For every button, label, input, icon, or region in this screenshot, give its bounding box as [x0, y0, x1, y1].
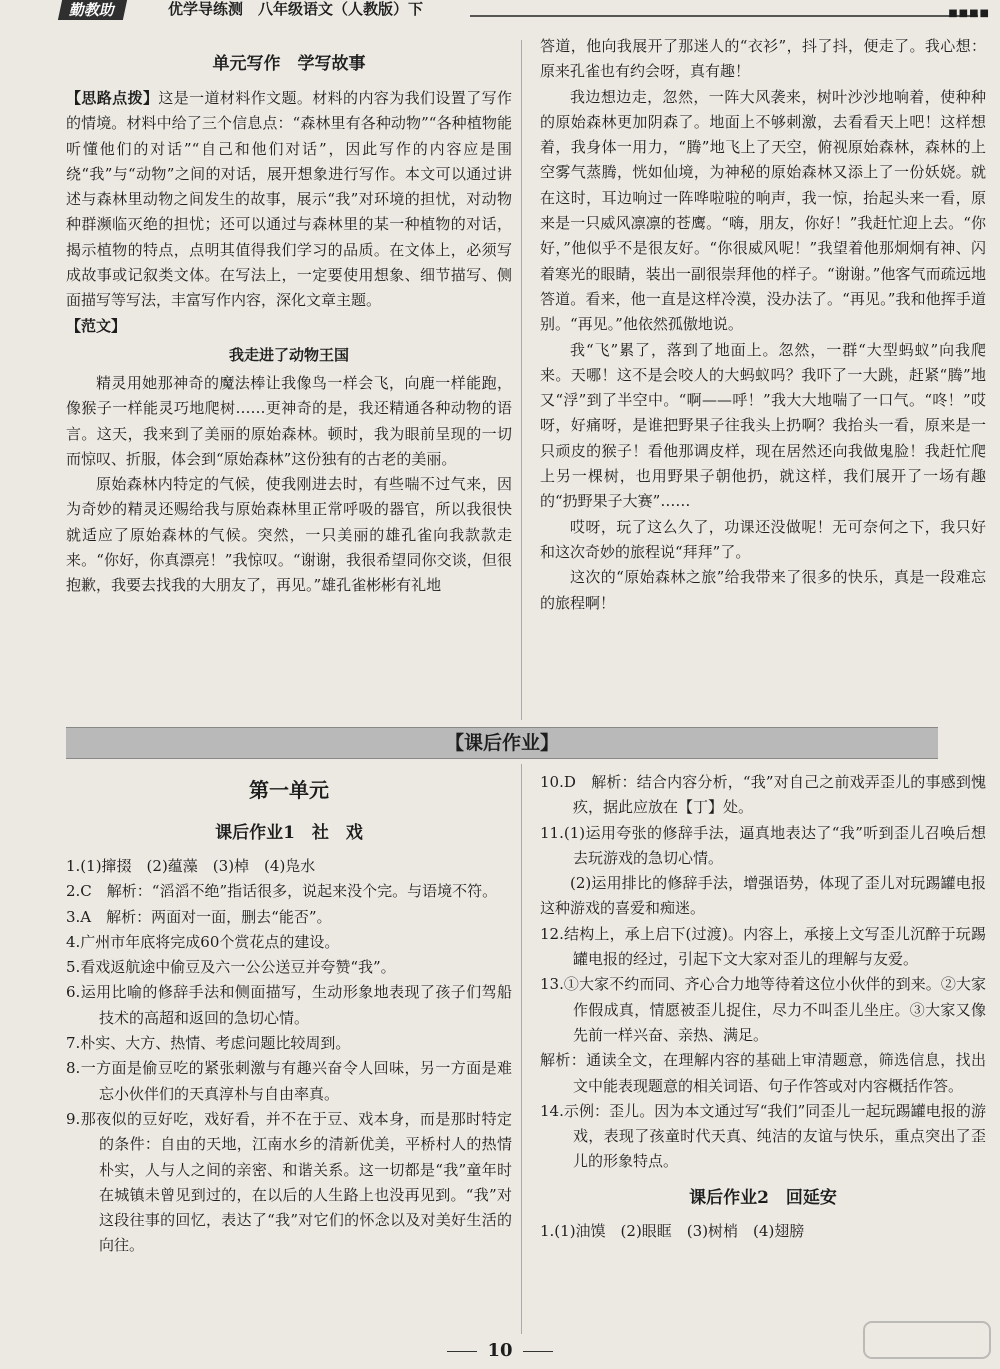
page-number-dash [447, 1351, 477, 1352]
answer-item: 14.示例：歪儿。因为本文通过写“我们”同歪儿一起玩踢罐电报的游戏，表现了孩童时代天真、纯洁的友谊与快乐，重点突出了歪儿的形象特点。 [540, 1101, 986, 1171]
answer-item: (2)运用排比的修辞手法，增强语势，体现了歪儿对玩踢罐电报这种游戏的喜爱和痴迷。 [540, 874, 986, 918]
lesson-title: 课后作业2 回延安 [689, 1187, 837, 1208]
essay-paragraph: 我“飞”累了，落到了地面上。忽然，一群“大型蚂蚁”向我爬来。天哪！这不是会咬人的大蚂蚁吗？我吓了一大跳，赶紧“腾”地又“浮”到了半空中。“啊——呼！”我大大地喘了一口气。“咚！”哎呀，好痛呀，是谁把野果子往我头上扔啊？我抬头一看，原来是一只顽皮的猴子！看他那调皮样，现在居然还向我做鬼脸！我赶忙爬上另一棵树，也用野果子朝他扔，就这样，我们展开了一场有趣的“扔野果子大赛”…… [540, 340, 986, 511]
answer-item: 6.运用比喻的修辞手法和侧面描写，生动形象地表现了孩子们驾船技术的高超和返回的急切心情。 [66, 983, 512, 1027]
section-title: 单元写作 学写故事 [212, 54, 366, 74]
watermark-logo [862, 1318, 992, 1362]
header-dots: ■■■■ [948, 8, 990, 19]
answer-item: 10.D 解析：结合内容分析，“我”对自己之前戏弄歪儿的事感到愧疚，据此应放在【丁】处。 [540, 773, 986, 817]
unit-title: 第一单元 [249, 778, 329, 802]
answer-item: 11.(1)运用夸张的修辞手法，逼真地表达了“我”听到歪儿召唤后想去玩游戏的急切心情。 [540, 823, 986, 867]
book-logo: 勤教助 [58, 0, 127, 20]
answer-item: 1.(1)油馍 (2)眼眶 (3)树梢 (4)翅膀 [540, 1221, 805, 1240]
answer-item: 7.朴实、大方、热情、考虑问题比较周到。 [66, 1034, 351, 1053]
essay-paragraph: 原始森林内特定的气候，使我刚进去时，有些喘不过气来，因为奇妙的精灵还赐给我与原始森林里正常呼吸的器官，所以我很快就适应了原始森林的气候。突然，一只美丽的雄孔雀向我款款走来。“你好，你真漂亮！”我惊叹。“谢谢，我很希望同你交谈，但很抱歉，我要去找我的大朋友了，再见。”雄孔雀彬彬有礼地 [66, 475, 512, 595]
header-rule [470, 15, 978, 17]
left-bottom-column [66, 764, 512, 1259]
answer-item: 13.①大家不约而同、齐心合力地等待着这位小伙伴的到来。②大家作假成真，情愿被歪儿捉住，尽力不叫歪儿坐庄。③大家又像先前一样兴奋、亲热、满足。 [540, 975, 986, 1044]
book-title: 优学导练测 八年级语文（人教版）下 [168, 0, 424, 18]
banner-title: 【课后作业】 [444, 732, 559, 754]
right-bottom-column [540, 770, 986, 1244]
homework-banner [66, 727, 938, 759]
answer-item: 8.一方面是偷豆吃的紧张刺激与有趣兴奋令人回味，另一方面是难忘小伙伴们的天真淳朴与自由率真。 [66, 1059, 512, 1103]
guide-label: 【思路点拨】 [66, 89, 159, 107]
page-number-value: 10 [487, 1340, 513, 1361]
answer-item: 2.C 解析：“滔滔不绝”指话很多，说起来没个完。与语境不符。 [66, 882, 498, 901]
column-divider [521, 764, 522, 1334]
lesson-title: 课后作业1 社 戏 [215, 823, 363, 843]
column-divider [521, 40, 522, 720]
guide-paragraph [66, 86, 512, 314]
left-top-column [66, 42, 512, 599]
answer-item: 4.广州市年底将完成60个赏花点的建设。 [66, 932, 340, 951]
answer-item: 12.结构上，承上启下(过渡)。内容上，承接上文写歪儿沉醉于玩踢罐电报的经过，引起下文大家对歪儿的理解与友爱。 [540, 924, 986, 969]
right-top-column [540, 34, 986, 616]
answer-item: 3.A 解析：两面对一面，删去“能否”。 [66, 907, 332, 926]
answer-item: 解析：通读全文，在理解内容的基础上审清题意，筛选信息，找出文中能表现题意的相关词语、句子作答或对内容概括作答。 [540, 1051, 986, 1095]
answer-item: 1.(1)撺掇 (2)蕴藻 (3)棹 (4)凫水 [66, 857, 316, 875]
watermark-badge-icon [862, 1318, 992, 1362]
essay-paragraph: 精灵用她那神奇的魔法棒让我像鸟一样会飞，向鹿一样能跑，像猴子一样能灵巧地爬树……更神奇的是，我还精通各种动物的语言。这天，我来到了美丽的原始森林。顿时，我为眼前呈现的一切而惊叹、折服，体会到“原始森林”这份独有的古老的美丽。 [66, 373, 512, 468]
essay-paragraph: 哎呀，玩了这么久了，功课还没做呢！无可奈何之下，我只好和这次奇妙的旅程说“拜拜”了。 [540, 517, 986, 561]
essay-paragraph: 答道，他向我展开了那迷人的“衣衫”，抖了抖，便走了。我心想：原来孔雀也有约会呀，真有趣！ [540, 37, 986, 81]
guide-text: 这是一道材料作文题。材料的内容为我们设置了写作的情境。材料中给了三个信息点：“森林里有各种动物”“各种植物能听懂他们的对话”“自己和他们对话”，因此写作的内容应是围绕“我”与“动物”之间的对话，展开想象进行写作。本文可以通过讲述与森林里动物之间发生的故事，展示“我”对环境的担忧，对动物种群濒临灭绝的担忧；还可以通过与森林里的某一种植物的对话，揭示植物的特点，点明其值得我们学习的品质。在文体上，必须写成故事或记叙类文体。在写法上，一定要使用想象、细节描写、侧面描写等写法，丰富写作内容，深化文章主题。 [66, 89, 512, 310]
answer-item: 5.看戏返航途中偷豆及六一公公送豆并夸赞“我”。 [66, 958, 396, 977]
page-number [0, 1340, 1000, 1361]
page-header [0, 0, 1000, 22]
answer-item: 9.那夜似的豆好吃，戏好看，并不在于豆、戏本身，而是那时特定的条件：自由的天地，江南水乡的清新优美，平桥村人的热情朴实，人与人之间的亲密、和谐关系。这一切都是“我”童年时在城镇未曾见到过的，在以后的人生路上也没再见到。“我”对这段往事的回忆，表达了“我”对它们的怀念以及对美好生活的向往。 [66, 1109, 512, 1255]
essay-paragraph: 这次的“原始森林之旅”给我带来了很多的快乐，真是一段难忘的旅程啊！ [540, 568, 986, 612]
essay-title: 我走进了动物王国 [228, 345, 349, 364]
model-label: 【范文】 [66, 316, 127, 335]
essay-paragraph: 我边想边走，忽然，一阵大风袭来，树叶沙沙地响着，使种种的原始森林更加阴森了。地面上不够刺激，去看看天上吧！这样想着，我身体一用力，“腾”地飞上了天空，俯视原始森林，森林的上空雾气蒸腾，恍如仙境，为神秘的原始森林又添上了一份妖娆。就在这时，耳边响过一阵哗啦啦的响声，我一惊，抬起头来一看，原来是一只威风凛凛的苍鹰。“嗨，朋友，你好！”我赶忙迎上去。“你好，”他似乎不是很友好。“你很威风呢！”我望着他那炯炯有神、闪着寒光的眼睛，装出一副很崇拜他的样子。“谢谢。”他客气而疏远地答道。看来，他一直是这样冷漠，没办法了。“再见。”我和他挥手道别。“再见。”他依然孤傲地说。 [540, 87, 986, 334]
page-number-dash [523, 1351, 553, 1352]
